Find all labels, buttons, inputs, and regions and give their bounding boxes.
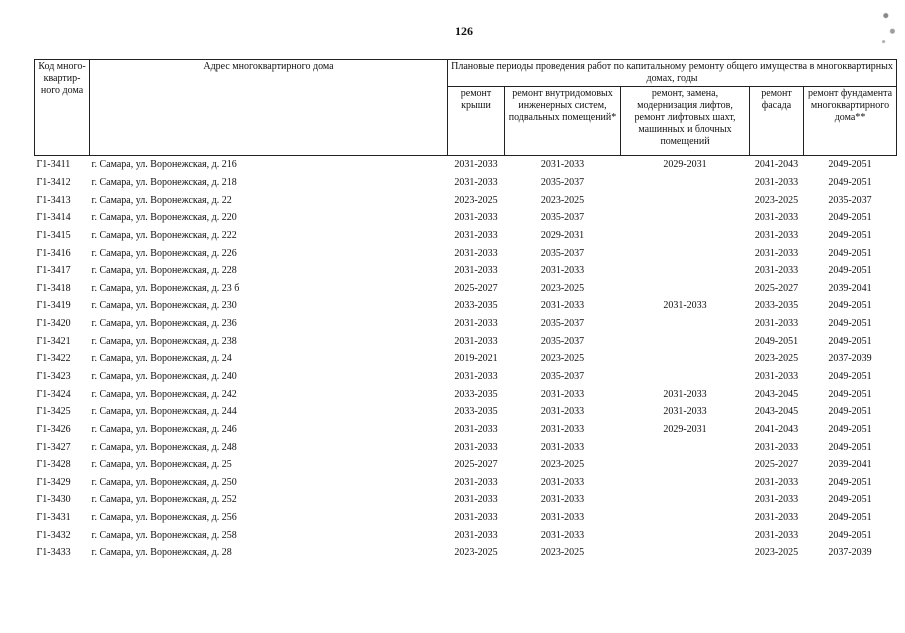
systems-period-cell: 2023-2025 bbox=[540, 353, 585, 365]
house-code-cell: Г1-3419 bbox=[36, 300, 71, 312]
facade-period-cell: 2031-2033 bbox=[754, 441, 799, 453]
facade-period-cell: 2031-2033 bbox=[754, 512, 799, 524]
house-code-cell: Г1-3424 bbox=[36, 388, 71, 400]
table-row bbox=[35, 156, 897, 174]
roof-period-cell: 2031-2033 bbox=[454, 318, 498, 330]
facade-period-cell: 2033-2035 bbox=[754, 300, 799, 312]
systems-period-cell: 2031-2033 bbox=[540, 476, 585, 488]
table-header bbox=[35, 60, 897, 156]
lifts-period-cell bbox=[621, 244, 750, 262]
address-cell: г. Самара, ул. Воронежская, д. 22 bbox=[91, 194, 232, 206]
systems-period-cell: 2031-2033 bbox=[540, 300, 585, 312]
systems-period-cell: 2023-2025 bbox=[540, 194, 585, 206]
house-code-cell: Г1-3432 bbox=[36, 529, 71, 541]
systems-period-cell: 2031-2033 bbox=[540, 423, 585, 435]
header-systems-repair: ремонт внутридомовых инженерных систем, подвальных помещений* bbox=[505, 87, 621, 156]
lifts-period-cell: 2029-2031 bbox=[663, 423, 707, 435]
facade-period-cell: 2031-2033 bbox=[754, 476, 799, 488]
table-row bbox=[35, 174, 897, 192]
facade-period-cell: 2043-2045 bbox=[754, 406, 799, 418]
house-code-cell: Г1-3418 bbox=[36, 282, 71, 294]
roof-period-cell: 2031-2033 bbox=[454, 371, 498, 382]
systems-period-cell: 2031-2033 bbox=[540, 441, 585, 453]
address-cell: г. Самара, ул. Воронежская, д. 230 bbox=[91, 300, 237, 312]
foundation-period-cell: 2049-2051 bbox=[804, 156, 897, 174]
table-row bbox=[35, 544, 897, 562]
house-code-cell: Г1-3422 bbox=[36, 353, 71, 365]
address-cell: г. Самара, ул. Воронежская, д. 23 б bbox=[91, 282, 240, 294]
lifts-period-cell bbox=[621, 474, 750, 492]
lifts-period-cell bbox=[621, 279, 750, 297]
table-row bbox=[35, 368, 897, 386]
table-row bbox=[35, 421, 897, 439]
repair-plan-table bbox=[34, 59, 897, 562]
table-row bbox=[35, 332, 897, 350]
systems-period-cell: 2031-2033 bbox=[505, 156, 621, 174]
header-lifts-repair: ремонт, замена, модернизация лифтов, ремонт лифтовых шахт, машинных и блочных помещений bbox=[621, 87, 750, 156]
systems-period-cell: 2035-2037 bbox=[540, 212, 585, 224]
lifts-period-cell bbox=[621, 350, 750, 368]
table-row bbox=[35, 244, 897, 262]
facade-period-cell: 2031-2033 bbox=[754, 265, 799, 277]
systems-period-cell: 2035-2037 bbox=[540, 176, 585, 188]
lifts-period-cell bbox=[621, 456, 750, 474]
roof-period-cell: 2023-2025 bbox=[454, 194, 498, 206]
systems-period-cell: 2031-2033 bbox=[540, 494, 585, 506]
lifts-period-cell bbox=[621, 491, 750, 509]
foundation-period-cell: 2049-2051 bbox=[828, 247, 872, 259]
facade-period-cell: 2031-2033 bbox=[754, 318, 799, 330]
table-row bbox=[35, 297, 897, 315]
systems-period-cell: 2035-2037 bbox=[540, 247, 585, 259]
facade-period-cell: 2041-2043 bbox=[750, 156, 804, 174]
header-house-address: Адрес многоквартирного дома bbox=[90, 60, 448, 156]
roof-period-cell: 2031-2033 bbox=[454, 529, 498, 541]
foundation-period-cell: 2049-2051 bbox=[828, 300, 872, 312]
table-row bbox=[35, 438, 897, 456]
header-foundation-repair: ремонт фундамента многоквартирного дома** bbox=[804, 87, 897, 156]
roof-period-cell: 2031-2033 bbox=[454, 512, 498, 524]
lifts-period-cell: 2031-2033 bbox=[663, 300, 707, 312]
lifts-period-cell bbox=[621, 209, 750, 227]
lifts-period-cell bbox=[621, 315, 750, 333]
address-cell: г. Самара, ул. Воронежская, д. 244 bbox=[91, 406, 237, 418]
table-row bbox=[35, 526, 897, 544]
foundation-period-cell: 2035-2037 bbox=[828, 194, 872, 206]
house-code-cell: Г1-3421 bbox=[36, 335, 71, 347]
house-code-cell: Г1-3420 bbox=[36, 318, 71, 330]
address-cell: г. Самара, ул. Воронежская, д. 238 bbox=[91, 335, 237, 347]
foundation-period-cell: 2049-2051 bbox=[828, 494, 872, 506]
facade-period-cell: 2031-2033 bbox=[754, 229, 799, 241]
facade-period-cell: 2023-2025 bbox=[754, 547, 799, 559]
foundation-period-cell: 2049-2051 bbox=[828, 441, 872, 453]
table-row bbox=[35, 315, 897, 333]
address-cell: г. Самара, ул. Воронежская, д. 240 bbox=[91, 371, 237, 382]
foundation-period-cell: 2049-2051 bbox=[828, 335, 872, 347]
roof-period-cell: 2031-2033 bbox=[454, 247, 498, 259]
table-row bbox=[35, 209, 897, 227]
house-code-cell: Г1-3412 bbox=[36, 176, 71, 188]
lifts-period-cell bbox=[621, 438, 750, 456]
header-house-code: Код много-квартир-ного дома bbox=[35, 60, 90, 156]
table-row bbox=[35, 227, 897, 245]
systems-period-cell: 2031-2033 bbox=[540, 388, 585, 400]
roof-period-cell: 2031-2033 bbox=[454, 441, 498, 453]
page-number: 126 bbox=[455, 24, 473, 38]
roof-period-cell: 2031-2033 bbox=[454, 423, 498, 435]
house-code-cell: Г1-3411 bbox=[35, 156, 90, 174]
scan-artifact bbox=[877, 0, 899, 52]
address-cell: г. Самара, ул. Воронежская, д. 246 bbox=[91, 423, 237, 435]
house-code-cell: Г1-3417 bbox=[36, 265, 71, 277]
foundation-period-cell: 2049-2051 bbox=[828, 423, 872, 435]
house-code-cell: Г1-3428 bbox=[36, 459, 71, 471]
table-row bbox=[35, 385, 897, 403]
roof-period-cell: 2031-2033 bbox=[454, 335, 498, 347]
house-code-cell: Г1-3430 bbox=[36, 494, 71, 506]
roof-period-cell: 2031-2033 bbox=[454, 476, 498, 488]
foundation-period-cell: 2049-2051 bbox=[828, 529, 872, 541]
lifts-period-cell bbox=[621, 174, 750, 192]
table-row bbox=[35, 262, 897, 280]
systems-period-cell: 2023-2025 bbox=[540, 459, 585, 471]
house-code-cell: Г1-3415 bbox=[36, 229, 71, 241]
table-row bbox=[35, 279, 897, 297]
systems-period-cell: 2035-2037 bbox=[540, 335, 585, 347]
header-roof-repair: ремонт крыши bbox=[448, 87, 505, 156]
facade-period-cell: 2043-2045 bbox=[754, 388, 799, 400]
house-code-cell: Г1-3425 bbox=[36, 406, 71, 418]
roof-period-cell: 2031-2033 bbox=[454, 494, 498, 506]
lifts-period-cell bbox=[621, 227, 750, 245]
facade-period-cell: 2041-2043 bbox=[754, 423, 799, 435]
lifts-period-cell bbox=[621, 526, 750, 544]
address-cell: г. Самара, ул. Воронежская, д. 236 bbox=[91, 318, 237, 330]
foundation-period-cell: 2037-2039 bbox=[828, 547, 872, 559]
house-code-cell: Г1-3429 bbox=[36, 476, 71, 488]
table-row bbox=[35, 403, 897, 421]
roof-period-cell: 2023-2025 bbox=[454, 547, 498, 559]
facade-period-cell: 2031-2033 bbox=[754, 494, 799, 506]
address-cell: г. Самара, ул. Воронежская, д. 218 bbox=[91, 176, 237, 188]
lifts-period-cell: 2031-2033 bbox=[663, 388, 707, 400]
lifts-period-cell bbox=[621, 191, 750, 209]
foundation-period-cell: 2039-2041 bbox=[828, 459, 872, 471]
roof-period-cell: 2033-2035 bbox=[454, 300, 498, 312]
table-row bbox=[35, 474, 897, 492]
address-cell: г. Самара, ул. Воронежская, д. 220 bbox=[91, 212, 237, 224]
lifts-period-cell bbox=[621, 368, 750, 386]
roof-period-cell: 2019-2021 bbox=[454, 353, 498, 365]
systems-period-cell: 2031-2033 bbox=[540, 512, 585, 524]
facade-period-cell: 2031-2033 bbox=[754, 212, 799, 224]
facade-period-cell: 2023-2025 bbox=[754, 194, 799, 206]
lifts-period-cell bbox=[621, 332, 750, 350]
table-row bbox=[35, 191, 897, 209]
systems-period-cell: 2035-2037 bbox=[540, 318, 585, 330]
facade-period-cell: 2049-2051 bbox=[754, 335, 799, 347]
foundation-period-cell: 2049-2051 bbox=[828, 229, 872, 241]
address-cell: г. Самара, ул. Воронежская, д. 25 bbox=[91, 459, 232, 471]
address-cell: г. Самара, ул. Воронежская, д. 252 bbox=[91, 494, 237, 506]
systems-period-cell: 2031-2033 bbox=[540, 265, 585, 277]
header-planned-periods: Плановые периоды проведения работ по капитальному ремонту общего имущества в многоквартирных домах, годы bbox=[448, 60, 897, 87]
lifts-period-cell: 2029-2031 bbox=[621, 156, 750, 174]
house-code-cell: Г1-3427 bbox=[36, 441, 71, 453]
address-cell: г. Самара, ул. Воронежская, д. 256 bbox=[91, 512, 237, 524]
address-cell: г. Самара, ул. Воронежская, д. 226 bbox=[91, 247, 237, 259]
roof-period-cell: 2031-2033 bbox=[454, 176, 498, 188]
address-cell: г. Самара, ул. Воронежская, д. 250 bbox=[91, 476, 237, 488]
house-code-cell: Г1-3431 bbox=[36, 512, 71, 524]
foundation-period-cell: 2049-2051 bbox=[828, 212, 872, 224]
systems-period-cell: 2023-2025 bbox=[540, 547, 585, 559]
facade-period-cell: 2031-2033 bbox=[754, 176, 799, 188]
address-cell: г. Самара, ул. Воронежская, д. 258 bbox=[91, 529, 237, 541]
address-cell: г. Самара, ул. Воронежская, д. 28 bbox=[91, 547, 232, 559]
house-code-cell: Г1-3426 bbox=[36, 423, 71, 435]
roof-period-cell: 2031-2033 bbox=[454, 265, 498, 277]
foundation-period-cell: 2039-2041 bbox=[828, 282, 872, 294]
foundation-period-cell: 2049-2051 bbox=[828, 371, 872, 382]
address-cell: г. Самара, ул. Воронежская, д. 24 bbox=[91, 353, 232, 365]
lifts-period-cell bbox=[621, 509, 750, 527]
foundation-period-cell: 2049-2051 bbox=[828, 265, 872, 277]
address-cell: г. Самара, ул. Воронежская, д. 222 bbox=[91, 229, 237, 241]
house-code-cell: Г1-3414 bbox=[36, 212, 71, 224]
lifts-period-cell bbox=[621, 262, 750, 280]
facade-period-cell: 2031-2033 bbox=[754, 247, 799, 259]
roof-period-cell: 2031-2033 bbox=[454, 212, 498, 224]
roof-period-cell: 2031-2033 bbox=[448, 156, 505, 174]
foundation-period-cell: 2049-2051 bbox=[828, 318, 872, 330]
systems-period-cell: 2023-2025 bbox=[540, 282, 585, 294]
facade-period-cell: 2023-2025 bbox=[754, 353, 799, 365]
address-cell: г. Самара, ул. Воронежская, д. 216 bbox=[90, 156, 448, 174]
table-row bbox=[35, 509, 897, 527]
table-row bbox=[35, 491, 897, 509]
lifts-period-cell: 2031-2033 bbox=[663, 406, 707, 418]
header-facade-repair: ремонт фасада bbox=[750, 87, 804, 156]
foundation-period-cell: 2049-2051 bbox=[828, 176, 872, 188]
systems-period-cell: 2031-2033 bbox=[540, 529, 585, 541]
foundation-period-cell: 2049-2051 bbox=[828, 388, 872, 400]
roof-period-cell: 2033-2035 bbox=[454, 406, 498, 418]
roof-period-cell: 2031-2033 bbox=[454, 229, 498, 241]
foundation-period-cell: 2049-2051 bbox=[828, 406, 872, 418]
address-cell: г. Самара, ул. Воронежская, д. 248 bbox=[91, 441, 237, 453]
house-code-cell: Г1-3423 bbox=[36, 371, 71, 382]
facade-period-cell: 2031-2033 bbox=[754, 371, 799, 382]
house-code-cell: Г1-3413 bbox=[36, 194, 71, 206]
foundation-period-cell: 2037-2039 bbox=[828, 353, 872, 365]
facade-period-cell: 2025-2027 bbox=[754, 459, 799, 471]
roof-period-cell: 2025-2027 bbox=[454, 282, 498, 294]
systems-period-cell: 2035-2037 bbox=[540, 371, 585, 382]
address-cell: г. Самара, ул. Воронежская, д. 242 bbox=[91, 388, 237, 400]
facade-period-cell: 2025-2027 bbox=[754, 282, 799, 294]
table-row bbox=[35, 456, 897, 474]
systems-period-cell: 2031-2033 bbox=[540, 406, 585, 418]
foundation-period-cell: 2049-2051 bbox=[828, 476, 872, 488]
lifts-period-cell bbox=[621, 544, 750, 562]
address-cell: г. Самара, ул. Воронежская, д. 228 bbox=[91, 265, 237, 277]
facade-period-cell: 2031-2033 bbox=[754, 529, 799, 541]
systems-period-cell: 2029-2031 bbox=[540, 229, 585, 241]
foundation-period-cell: 2049-2051 bbox=[828, 512, 872, 524]
roof-period-cell: 2033-2035 bbox=[454, 388, 498, 400]
header-row-top bbox=[35, 60, 897, 87]
roof-period-cell: 2025-2027 bbox=[454, 459, 498, 471]
table-row bbox=[35, 350, 897, 368]
house-code-cell: Г1-3433 bbox=[36, 547, 71, 559]
house-code-cell: Г1-3416 bbox=[36, 247, 71, 259]
table-body bbox=[35, 156, 897, 562]
